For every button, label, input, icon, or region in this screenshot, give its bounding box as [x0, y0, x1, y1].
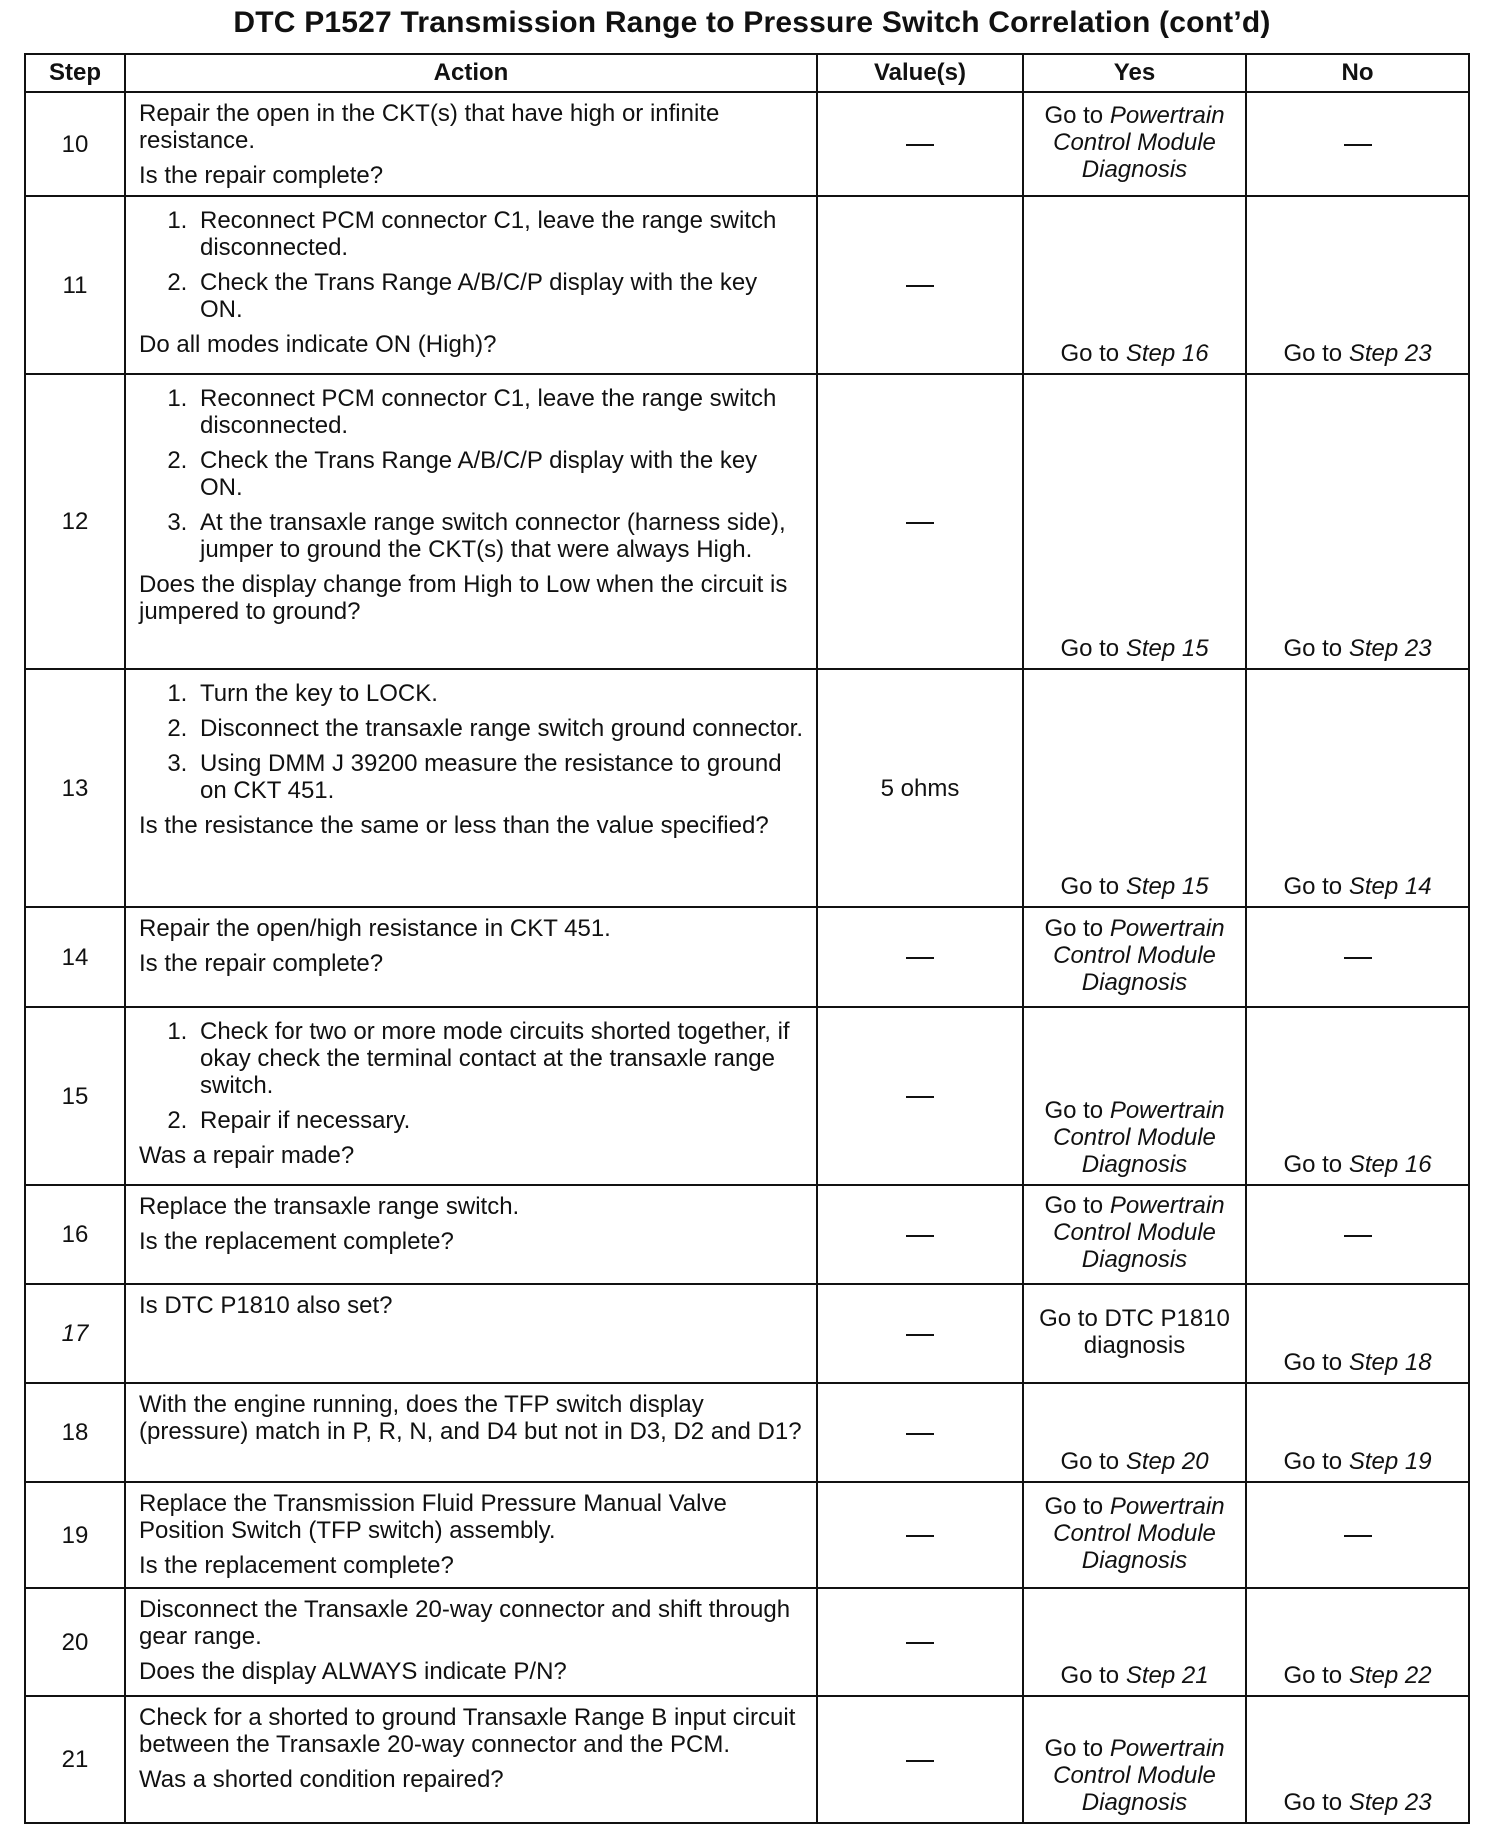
no-prefix: Go to [1283, 340, 1343, 367]
yes-reference: Powertrain Control Module Diagnosis [1053, 1735, 1225, 1816]
dash-mark [906, 285, 934, 287]
table-row [25, 196, 1469, 374]
no-cell [1246, 1482, 1469, 1588]
step-number: 19 [25, 1482, 125, 1588]
action-steps [139, 385, 804, 563]
dash-mark [906, 1760, 934, 1762]
action-cell [125, 1284, 817, 1383]
dash-mark [906, 144, 934, 146]
yes-cell [1023, 1588, 1246, 1696]
dash-mark [906, 1096, 934, 1098]
no-cell [1246, 1588, 1469, 1696]
action-question: Does the display change from High to Low when the circuit is jumpered to ground? [139, 571, 788, 625]
yes-prefix: Go to [1060, 340, 1120, 367]
value-cell [817, 1588, 1023, 1696]
dash-mark [1344, 957, 1372, 959]
dash-mark [906, 1433, 934, 1435]
table-header-row [25, 54, 1469, 92]
value-cell [817, 92, 1023, 196]
yes-reference: Step 16 [1125, 340, 1209, 367]
table-row [25, 1284, 1469, 1383]
action-question: Is the replacement complete? [139, 1552, 454, 1579]
action-steps [139, 1018, 804, 1134]
no-prefix: Go to [1283, 873, 1343, 900]
table-row [25, 907, 1469, 1007]
dash-mark [906, 522, 934, 524]
yes-prefix: Go to [1060, 635, 1120, 662]
table-row [25, 374, 1469, 669]
action-question: Was a repair made? [139, 1142, 355, 1169]
no-cell [1246, 92, 1469, 196]
yes-cell [1023, 374, 1246, 669]
table-row [25, 1696, 1469, 1823]
action-cell [125, 1185, 817, 1284]
value-cell [817, 196, 1023, 374]
column-header-yes: Yes [1023, 54, 1246, 92]
action-steps [139, 207, 804, 323]
no-reference: Step 23 [1348, 340, 1432, 367]
action-cell [125, 1696, 817, 1823]
yes-reference: Powertrain Control Module Diagnosis [1053, 1492, 1225, 1574]
action-question: With the engine running, does the TFP switch display (pressure) match in P, R, N, and D4 but not in D3, D2 and D1? [139, 1391, 802, 1445]
dash-mark [906, 957, 934, 959]
yes-reference: Powertrain Control Module Diagnosis [1053, 1097, 1225, 1178]
action-cell [125, 1482, 817, 1588]
yes-reference: Step 15 [1125, 635, 1209, 662]
yes-cell [1023, 1383, 1246, 1482]
value-cell [817, 1185, 1023, 1284]
step-number: 12 [25, 374, 125, 669]
action-step: 1. Check for two or more mode circuits shorted together, if okay check the terminal contact at the transaxle range switch. [194, 1018, 804, 1099]
yes-reference: Powertrain Control Module Diagnosis [1053, 914, 1225, 996]
action-cell [125, 1383, 817, 1482]
action-cell [125, 669, 817, 907]
step-number: 15 [25, 1007, 125, 1185]
yes-reference: Step 15 [1125, 873, 1209, 900]
action-question: Is the repair complete? [139, 162, 384, 189]
yes-prefix: Go to [1044, 1492, 1104, 1520]
action-text: Repair the open in the CKT(s) that have high or infinite resistance. [139, 100, 720, 154]
step-number: 18 [25, 1383, 125, 1482]
action-cell [125, 1588, 817, 1696]
yes-cell [1023, 196, 1246, 374]
no-reference: Step 22 [1348, 1662, 1432, 1689]
value-cell [817, 1383, 1023, 1482]
yes-reference: Powertrain Control Module Diagnosis [1053, 101, 1225, 183]
yes-cell [1023, 1007, 1246, 1185]
yes-prefix: Go to [1044, 1735, 1104, 1762]
step-number: 13 [25, 669, 125, 907]
no-cell [1246, 196, 1469, 374]
no-reference: Step 19 [1348, 1448, 1432, 1475]
value-cell [817, 1482, 1023, 1588]
action-step: 3. At the transaxle range switch connector (harness side), jumper to ground the CKT(s) that were always High. [194, 509, 804, 563]
action-step: 1. Reconnect PCM connector C1, leave the range switch disconnected. [194, 385, 804, 439]
no-reference: Step 23 [1348, 635, 1432, 662]
no-prefix: Go to [1283, 1151, 1343, 1178]
action-cell [125, 907, 817, 1007]
no-prefix: Go to [1283, 635, 1343, 662]
dash-mark [1344, 1535, 1372, 1537]
diagnostic-table [24, 53, 1470, 1824]
action-question: Is the replacement complete? [139, 1228, 454, 1255]
yes-prefix: Go to [1060, 873, 1120, 900]
value-cell [817, 1284, 1023, 1383]
value-cell [817, 1696, 1023, 1823]
action-question: Was a shorted condition repaired? [139, 1766, 504, 1793]
no-cell [1246, 1696, 1469, 1823]
action-steps [139, 680, 804, 804]
step-number: 21 [25, 1696, 125, 1823]
action-question: Do all modes indicate ON (High)? [139, 331, 497, 358]
table-row [25, 92, 1469, 196]
action-text: Check for a shorted to ground Transaxle Range B input circuit between the Transaxle 20-way connector and the PCM. [139, 1704, 796, 1758]
yes-prefix: Go to [1060, 1448, 1120, 1475]
action-step: 2. Check the Trans Range A/B/C/P display with the key ON. [194, 447, 804, 501]
action-step: 2. Disconnect the transaxle range switch ground connector. [194, 715, 804, 742]
value-cell: 5 ohms [817, 669, 1023, 907]
action-cell [125, 374, 817, 669]
no-prefix: Go to [1283, 1662, 1343, 1689]
table-row [25, 1185, 1469, 1284]
yes-cell [1023, 1185, 1246, 1284]
yes-cell [1023, 1482, 1246, 1588]
action-text: Replace the Transmission Fluid Pressure Manual Valve Position Switch (TFP switch) assembly. [139, 1490, 727, 1544]
action-question: Is the repair complete? [139, 950, 384, 977]
yes-cell [1023, 669, 1246, 907]
action-cell [125, 196, 817, 374]
action-step: 2. Repair if necessary. [194, 1107, 804, 1134]
no-prefix: Go to [1283, 1448, 1343, 1475]
no-prefix: Go to [1283, 1349, 1343, 1376]
action-cell [125, 1007, 817, 1185]
table-row [25, 1007, 1469, 1185]
yes-prefix: Go to [1044, 1192, 1104, 1219]
yes-cell [1023, 1284, 1246, 1383]
yes-cell [1023, 92, 1246, 196]
no-reference: Step 16 [1348, 1151, 1432, 1178]
no-cell [1246, 1383, 1469, 1482]
column-header-no: No [1246, 54, 1469, 92]
table-row [25, 1383, 1469, 1482]
action-question: Is DTC P1810 also set? [139, 1292, 393, 1319]
dash-mark [906, 1535, 934, 1537]
table-row [25, 669, 1469, 907]
action-text: Disconnect the Transaxle 20-way connector and shift through gear range. [139, 1596, 791, 1650]
action-text: Repair the open/high resistance in CKT 451. [139, 915, 611, 942]
step-number: 20 [25, 1588, 125, 1696]
action-step: 1. Turn the key to LOCK. [194, 680, 804, 707]
column-header-step: Step [25, 54, 125, 92]
yes-prefix: Go to [1044, 914, 1104, 942]
yes-prefix: Go to [1044, 1097, 1104, 1124]
no-reference: Step 18 [1348, 1349, 1432, 1376]
value-cell [817, 907, 1023, 1007]
step-number: 10 [25, 92, 125, 196]
value-cell [817, 374, 1023, 669]
yes-reference: Step 20 [1125, 1448, 1209, 1475]
no-reference: Step 23 [1348, 1789, 1432, 1816]
step-number: 16 [25, 1185, 125, 1284]
yes-reference: Powertrain Control Module Diagnosis [1053, 1192, 1225, 1273]
yes-cell [1023, 907, 1246, 1007]
yes-prefix: Go to [1060, 1662, 1120, 1689]
dash-mark [1344, 144, 1372, 146]
no-cell [1246, 669, 1469, 907]
no-reference: Step 14 [1348, 873, 1432, 900]
step-number: 14 [25, 907, 125, 1007]
dash-mark [906, 1235, 934, 1237]
value-cell [817, 1007, 1023, 1185]
dash-mark [1344, 1235, 1372, 1237]
action-step: 2. Check the Trans Range A/B/C/P display with the key ON. [194, 269, 804, 323]
action-question: Does the display ALWAYS indicate P/N? [139, 1658, 567, 1685]
yes-text: Go to DTC P1810 diagnosis [1039, 1304, 1230, 1359]
column-header-values: Value(s) [817, 54, 1023, 92]
yes-prefix: Go to [1044, 101, 1104, 129]
action-question: Is the resistance the same or less than the value specified? [139, 812, 769, 839]
no-cell [1246, 1007, 1469, 1185]
yes-reference: Step 21 [1125, 1662, 1209, 1689]
column-header-action: Action [125, 54, 817, 92]
step-number: 11 [25, 196, 125, 374]
no-cell [1246, 374, 1469, 669]
dash-mark [906, 1642, 934, 1644]
action-step: 1. Reconnect PCM connector C1, leave the range switch disconnected. [194, 207, 804, 261]
yes-cell [1023, 1696, 1246, 1823]
page-title: DTC P1527 Transmission Range to Pressure Switch Correlation (cont’d) [233, 6, 1271, 39]
action-cell [125, 92, 817, 196]
table-row [25, 1482, 1469, 1588]
dash-mark [906, 1334, 934, 1336]
no-cell [1246, 907, 1469, 1007]
no-cell [1246, 1185, 1469, 1284]
no-prefix: Go to [1283, 1789, 1343, 1816]
action-step: 3. Using DMM J 39200 measure the resistance to ground on CKT 451. [194, 750, 804, 804]
table-row [25, 1588, 1469, 1696]
no-cell [1246, 1284, 1469, 1383]
action-text: Replace the transaxle range switch. [139, 1193, 520, 1220]
step-number: 17 [25, 1284, 125, 1383]
